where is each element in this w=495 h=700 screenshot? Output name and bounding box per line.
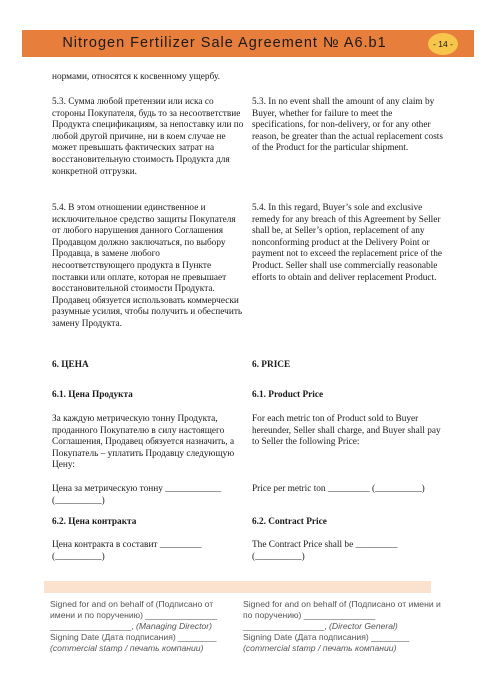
right-signer-role-line: _________________, (Director General) — [243, 621, 398, 631]
ru-clause-5-4: 5.4. В этом отношении единственное и исключительное средство защиты Покупателя от любого нарушения данного Соглашения Продавцом должно заключаться, по выбору Продавца, в замене любого несоответствующего продукта в Пункте поставки или оплате, которая не превышает восстановительной стоимости Продукта. Продавец обязуется использовать коммерчески разумные усилия, чтобы получить и обеспечить замену Продукта. — [52, 203, 243, 329]
en-clause-6-2-heading: 6.2. Contract Price — [252, 517, 327, 527]
ru-clause-6-1-text: За каждую метрическую тонну Продукта, проданного Покупателю в силу настоящего Соглашения, Продавец обязуется назначить, а Покупатель – уплатить Продавцу следующую Цену: — [52, 414, 235, 471]
en-clause-5-3: 5.3. In no event shall the amount of any claim by Buyer, whether for failure to meet the specifications, for non-delivery, or for any other reason, be greater than the actual replacement costs of the Product for the particular shipment. — [252, 97, 444, 154]
ru-contract-price-line: Цена контракта в составит _________ (__________) — [52, 540, 202, 562]
ru-price-per-ton-line: Цена за метрическую тонну ____________ (__________) — [52, 484, 221, 506]
signature-divider-bar — [44, 581, 431, 593]
en-contract-price-line: The Contract Price shall be _________ (__________) — [252, 540, 398, 562]
right-signer-role: (Director General) — [329, 621, 398, 631]
right-signing-date: Signing Date (Дата подписания) ________ — [243, 632, 410, 642]
ru-clause-5-3: 5.3. Сумма любой претензии или иска со стороны Покупателя, будь то за несоответствие Продукта спецификациям, за непоставку или по любой другой причине, ни в коем случае не может превышать фактических затрат на восстановительную стоимость Продукта для конкретной отгрузки. — [52, 97, 244, 177]
en-price-per-ton-line: Price per metric ton _________ (__________) — [252, 484, 425, 494]
en-clause-6-1-heading: 6.1. Product Price — [252, 390, 324, 400]
right-signature-block — [243, 599, 443, 654]
ru-section-6-heading: 6. ЦЕНА — [52, 360, 89, 370]
left-signer-role: (Managing Director) — [136, 621, 212, 631]
right-signed-on-behalf: Signed for and on behalf of (Подписано от имени и по поручению) _______________ — [243, 599, 441, 620]
en-clause-5-4: 5.4. In this regard, Buyer’s sole and exclusive remedy for any breach of this Agreement by Seller shall be, at Seller’s option, replacement of any nonconforming product at the Delivery Point or payment not to exceed the replacement price of the Product. Seller shall use commercially reasonable efforts to obtain and deliver replacement Product. — [252, 203, 442, 283]
ru-clause-6-1-heading: 6.1. Цена Продукта — [52, 390, 133, 400]
document-title: Nitrogen Fertilizer Sale Agreement № A6.b1 — [62, 35, 387, 51]
right-stamp-note: (commercial stamp / печать компании) — [243, 643, 397, 653]
left-signer-role-line: _________________, (Managing Director) — [50, 621, 212, 631]
ru-carryover-text: нормами, относятся к косвенному ущербу. — [52, 72, 220, 82]
left-stamp-note: (commercial stamp / печать компании) — [50, 643, 204, 653]
en-clause-6-1-text: For each metric ton of Product sold to Buyer hereunder, Seller shall charge, and Buyer shall pay to Seller the following Price: — [252, 414, 441, 448]
left-signed-on-behalf: Signed for and on behalf of (Подписано от имени и по поручению) _______________ — [50, 599, 218, 620]
left-signature-block — [50, 599, 240, 654]
ru-clause-6-2-heading: 6.2. Цена контракта — [52, 517, 137, 527]
left-signing-date: Signing Date (Дата подписания) ________ — [50, 632, 217, 642]
header-bar — [22, 30, 474, 57]
page-number-badge: - 14 - — [428, 33, 458, 55]
en-section-6-heading: 6. PRICE — [252, 360, 291, 370]
